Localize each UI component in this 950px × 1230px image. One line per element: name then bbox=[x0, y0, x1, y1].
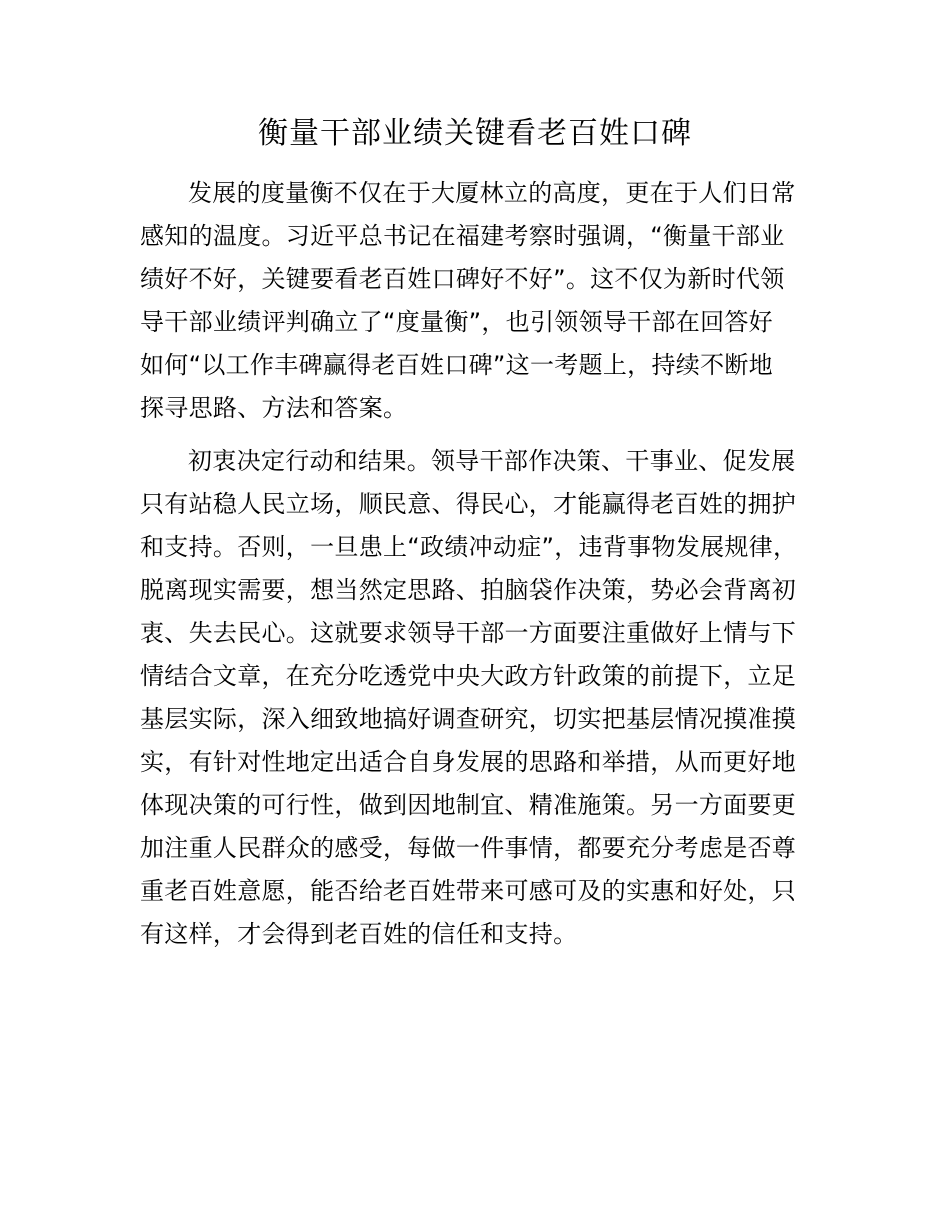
paragraph-line: 脱离现实需要，想当然定思路、拍脑袋作决策，势必会背离初 bbox=[140, 576, 797, 604]
paragraph-line: 初衷决定行动和结果。领导干部作决策、干事业、促发展 bbox=[188, 447, 796, 475]
paragraph-line: 情结合文章，在充分吃透党中央大政方针政策的前提下，立足 bbox=[140, 662, 797, 690]
paragraph-line: 和支持。否则，一旦患上“政绩冲动症”，违背事物发展规律， bbox=[140, 533, 798, 561]
paragraph-line: 绩好不好，关键要看老百姓口碑好不好”。这不仅为新时代领 bbox=[140, 265, 785, 293]
paragraph-line: 发展的度量衡不仅在于大厦林立的高度，更在于人们日常 bbox=[188, 179, 796, 207]
paragraph-line: 衷、失去民心。这就要求领导干部一方面要注重做好上情与下 bbox=[140, 619, 797, 647]
paragraph-2 bbox=[140, 440, 840, 956]
paragraph-line: 有这样，才会得到老百姓的信任和支持。 bbox=[140, 920, 578, 948]
paragraph-line: 基层实际，深入细致地搞好调查研究，切实把基层情况摸准摸 bbox=[140, 705, 797, 733]
paragraph-line: 加注重人民群众的感受，每做一件事情，都要充分考虑是否尊 bbox=[140, 834, 797, 862]
document-title: 衡量干部业绩关键看老百姓口碑 bbox=[258, 116, 692, 151]
paragraph-line: 如何“以工作丰碑赢得老百姓口碑”这一考题上，持续不断地 bbox=[140, 351, 773, 379]
paragraph-line: 探寻思路、方法和答案。 bbox=[140, 394, 408, 422]
paragraph-line: 感知的温度。习近平总书记在福建考察时强调，“衡量干部业 bbox=[140, 222, 785, 250]
paragraph-1 bbox=[140, 172, 840, 430]
paragraph-line: 重老百姓意愿，能否给老百姓带来可感可及的实惠和好处，只 bbox=[140, 877, 797, 905]
paragraph-line: 实，有针对性地定出适合自身发展的思路和举措，从而更好地 bbox=[140, 748, 797, 776]
paragraph-line: 体现决策的可行性，做到因地制宜、精准施策。另一方面要更 bbox=[140, 791, 797, 819]
paragraph-line: 导干部业绩评判确立了“度量衡”，也引领领导干部在回答好 bbox=[140, 308, 773, 336]
paragraph-line: 只有站稳人民立场，顺民意、得民心，才能赢得老百姓的拥护 bbox=[140, 490, 797, 518]
